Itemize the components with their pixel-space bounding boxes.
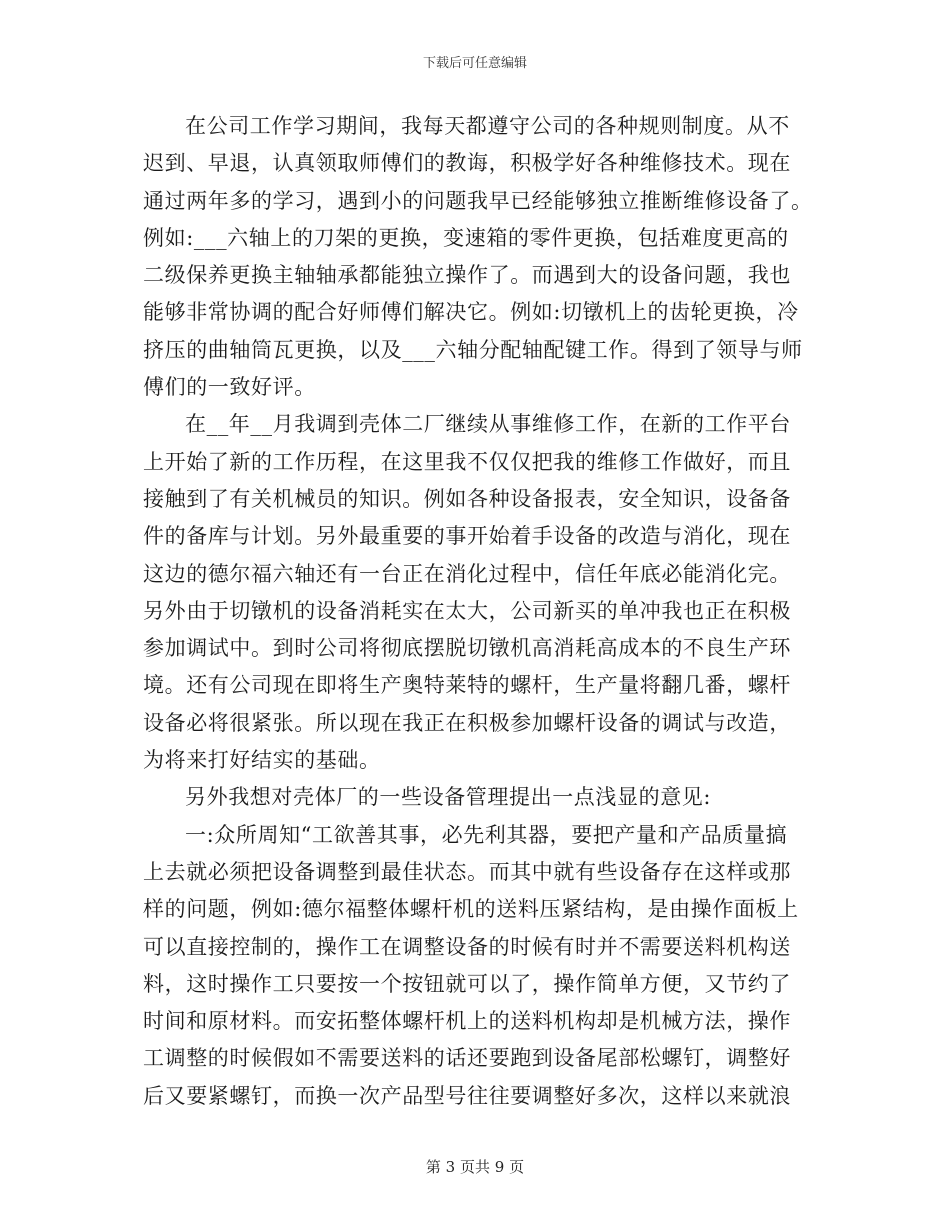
- text-line: 傅们的一致好评。: [143, 375, 316, 400]
- text-line: 件的备库与计划。另外最重要的事开始着手设备的改造与消化，现在: [143, 524, 791, 549]
- text-line: 另外我想对壳体厂的一些设备管理提出一点浅显的意见:: [185, 785, 712, 810]
- text-line: 工调整的时候假如不需要送料的话还要跑到设备尾部松螺钉，调整好: [143, 1046, 791, 1071]
- document-body: [143, 108, 811, 1115]
- text-line: 接触到了有关机械员的知识。例如各种设备报表，安全知识，设备备: [143, 486, 791, 511]
- text-line: 料，这时操作工只要按一个按钮就可以了，操作简单方便，又节约了: [143, 971, 791, 996]
- text-line: 可以直接控制的，操作工在调整设备的时候有时并不需要送料机构送: [143, 934, 791, 959]
- text-line: 上去就必须把设备调整到最佳状态。而其中就有些设备存在这样或那: [143, 859, 791, 884]
- text-line: 迟到、早退，认真领取师傅们的教诲，积极学好各种维修技术。现在: [143, 151, 791, 176]
- text-line: 参加调试中。到时公司将彻底摆脱切镦机高消耗高成本的不良生产环: [143, 636, 791, 661]
- text-line: 挤压的曲轴筒瓦更换，以及___六轴分配轴配键工作。得到了领导与师: [143, 337, 803, 362]
- page-header: 下载后可任意编辑: [422, 56, 527, 71]
- text-line: 在__年__月我调到壳体二厂继续从事维修工作，在新的工作平台: [185, 412, 791, 437]
- text-line: 二级保养更换主轴轴承都能独立操作了。而遇到大的设备问题，我也: [143, 263, 791, 288]
- text-line: 一:众所周知“工欲善其事，必先利其器，要把产量和产品质量搞: [185, 822, 788, 847]
- text-line: 为将来打好结实的基础。: [143, 748, 381, 773]
- text-line: 后又要紧螺钉，而换一次产品型号往往要调整好多次，这样以来就浪: [143, 1083, 791, 1108]
- text-line: 这边的德尔福六轴还有一台正在消化过程中，信任年底必能消化完。: [143, 561, 791, 586]
- text-line: 另外由于切镦机的设备消耗实在太大，公司新买的单冲我也正在积极: [143, 598, 791, 623]
- text-line: 设备必将很紧张。所以现在我正在积极参加螺杆设备的调试与改造，: [143, 710, 791, 735]
- text-line: 样的问题，例如:德尔福整体螺杆机的送料压紧结构，是由操作面板上: [143, 897, 799, 922]
- text-line: 上开始了新的工作历程，在这里我不仅仅把我的维修工作做好，而且: [143, 449, 791, 474]
- text-line: 时间和原材料。而安拓整体螺杆机上的送料机构却是机械方法，操作: [143, 1009, 791, 1034]
- text-line: 能够非常协调的配合好师傅们解决它。例如:切镦机上的齿轮更换，冷: [143, 300, 799, 325]
- page-number: 第 3 页共 9 页: [425, 1158, 525, 1176]
- text-line: 通过两年多的学习，遇到小的问题我早已经能够独立推断维修设备了。: [143, 188, 813, 213]
- text-line: 例如:___六轴上的刀架的更换，变速箱的零件更换，包括难度更高的: [143, 225, 789, 250]
- text-line: 境。还有公司现在即将生产奥特莱特的螺杆，生产量将翻几番，螺杆: [143, 673, 791, 698]
- text-line: 在公司工作学习期间，我每天都遵守公司的各种规则制度。从不: [185, 114, 790, 138]
